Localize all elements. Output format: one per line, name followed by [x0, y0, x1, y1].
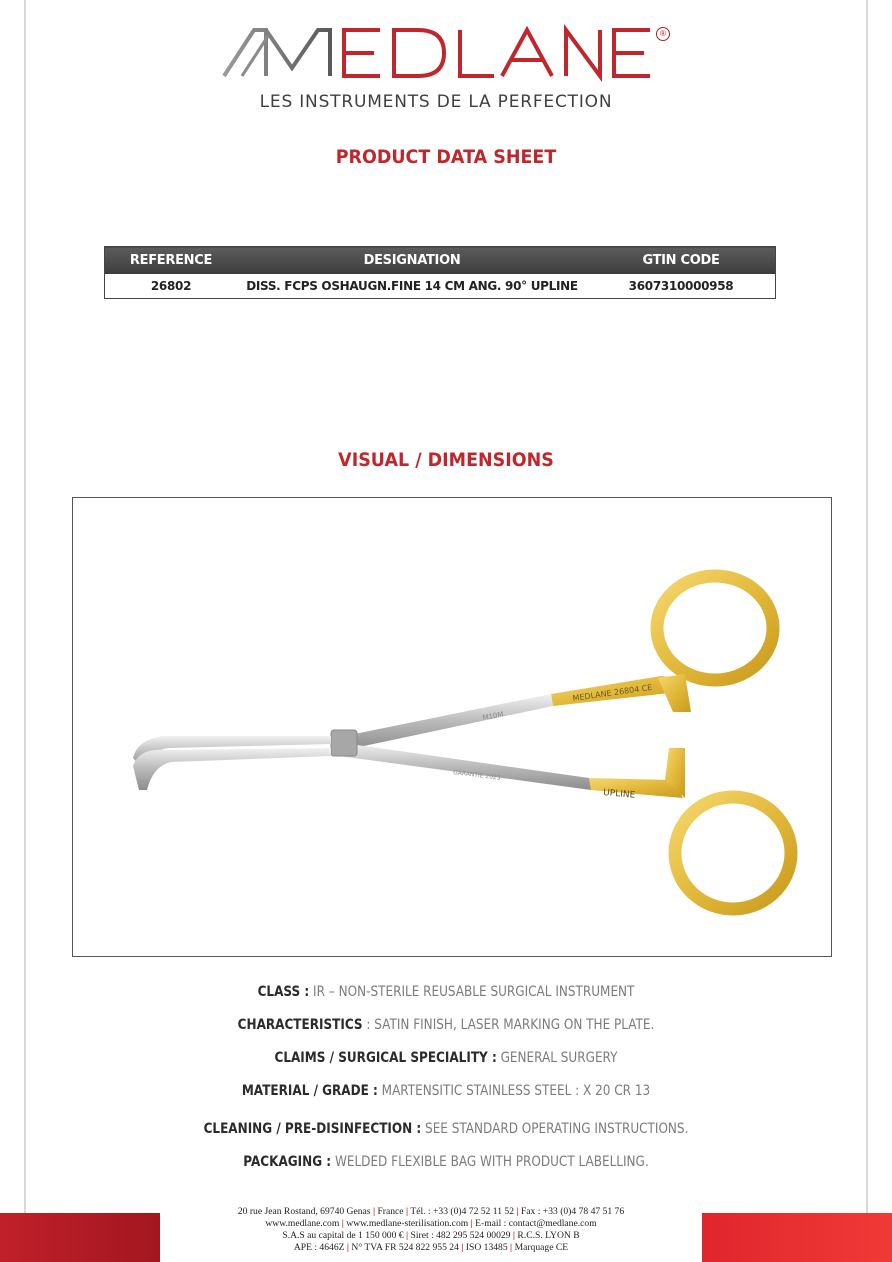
right-border-line: [866, 0, 868, 1262]
brand-tagline: LES INSTRUMENTS DE LA PERFECTION: [259, 92, 613, 112]
engraving-model: M10M: [481, 710, 505, 722]
visual-dimensions-title: VISUAL / DIMENSIONS: [338, 449, 554, 471]
engraving-brand: MEDLANE 26804 CE: [572, 682, 653, 703]
spec-claims: [62, 1050, 829, 1066]
spec-characteristics: [62, 1017, 829, 1033]
header-gtin: GTIN CODE: [587, 247, 776, 275]
footer-fax: Fax : +33 (0)4 78 47 51 76: [520, 1206, 625, 1217]
footer-ape: APE : 4646Z: [293, 1242, 345, 1253]
header-reference: REFERENCE: [105, 247, 238, 275]
spec-cleaning: [62, 1121, 829, 1137]
footer-iso: ISO 13485: [465, 1242, 508, 1253]
engraving-upline: UPLINE: [602, 788, 636, 801]
left-border-line: [24, 0, 26, 1262]
spec-material: [62, 1083, 829, 1099]
engraving-garantie: GARANTIE 2023: [452, 769, 501, 782]
footer-address: 20 rue Jean Rostand, 69740 Genas: [237, 1206, 371, 1217]
spec-label: CLEANING / PRE-DISINFECTION :: [203, 1121, 422, 1137]
product-reference-table: [104, 246, 776, 299]
header-designation: DESIGNATION: [237, 247, 587, 275]
spec-label: CHARACTERISTICS: [237, 1017, 363, 1033]
footer-line-registration: APE : 4646Z | N° TVA FR 524 822 955 24 | ISO 13485 | Marquage CE: [293, 1242, 569, 1253]
spec-class: [62, 984, 829, 1000]
footer-company-info: [160, 1206, 702, 1254]
spec-value: GENERAL SURGERY: [496, 1050, 618, 1066]
spec-value: : SATIN FINISH, LASER MARKING ON THE PLATE.: [362, 1017, 655, 1033]
product-data-title: PRODUCT DATA SHEET: [335, 146, 557, 168]
footer-vat: N° TVA FR 524 822 955 24: [351, 1242, 459, 1253]
footer-capital: S.A.S au capital de 1 150 000 €: [282, 1230, 404, 1241]
footer-red-band-left: [0, 1213, 160, 1262]
spec-value: WELDED FLEXIBLE BAG WITH PRODUCT LABELLING.: [331, 1154, 649, 1170]
footer-red-band-right: [702, 1213, 892, 1262]
spec-label: CLASS :: [257, 984, 310, 1000]
footer-ce: Marquage CE: [514, 1242, 569, 1253]
footer-line-address: 20 rue Jean Rostand, 69740 Genas | France | Tél. : +33 (0)4 72 52 11 52 | Fax : +33 (0)4 78 47 51 76: [237, 1206, 625, 1217]
cell-reference: 26802: [150, 279, 192, 293]
footer-rcs: R.C.S. LYON B: [517, 1230, 580, 1241]
footer-line-web: www.medlane.com | www.medlane-sterilisation.com | E-mail : contact@medlane.com: [265, 1218, 597, 1229]
spec-label: MATERIAL / GRADE :: [241, 1083, 378, 1099]
spec-value: SEE STANDARD OPERATING INSTRUCTIONS.: [421, 1121, 689, 1137]
table-header-row: [105, 247, 776, 275]
footer-website-link[interactable]: www.medlane.com: [265, 1218, 340, 1229]
product-image-frame: [72, 497, 832, 957]
registered-mark: ®: [656, 27, 670, 41]
spec-label: PACKAGING :: [243, 1154, 332, 1170]
footer-country: France: [377, 1206, 404, 1217]
spec-packaging: [62, 1154, 829, 1170]
footer-line-legal: S.A.S au capital de 1 150 000 € | Siret : 482 295 524 00029 | R.C.S. LYON B: [282, 1230, 580, 1241]
footer-siret: Siret : 482 295 524 00029: [410, 1230, 511, 1241]
footer-sterilisation-link[interactable]: www.medlane-sterilisation.com: [346, 1218, 469, 1229]
cell-designation: DISS. FCPS OSHAUGN.FINE 14 CM ANG. 90° UPLINE: [246, 279, 578, 293]
footer-phone: Tél. : +33 (0)4 72 52 11 52: [410, 1206, 514, 1217]
spec-value: IR – NON-STERILE REUSABLE SURGICAL INSTRUMENT: [309, 984, 635, 1000]
spec-value: MARTENSITIC STAINLESS STEEL : X 20 CR 13: [377, 1083, 651, 1099]
footer-email-link[interactable]: E-mail : contact@medlane.com: [475, 1218, 597, 1229]
forceps-image: [73, 498, 831, 956]
table-row: [105, 274, 776, 299]
cell-gtin: 3607310000958: [628, 279, 734, 293]
spec-label: CLAIMS / SURGICAL SPECIALITY :: [274, 1050, 497, 1066]
